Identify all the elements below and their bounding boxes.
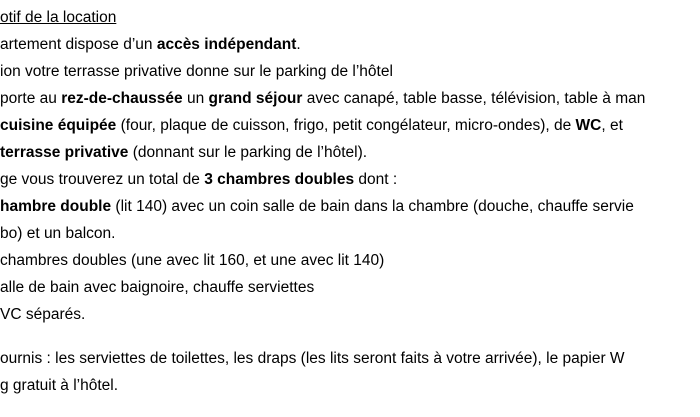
text-segment: VC séparés. [0,306,86,323]
text-line-terrace [0,62,393,82]
text-line-independent-access [0,35,301,55]
bold-text-segment: WC [575,117,602,134]
text-line-separate-wc [0,305,85,325]
text-segment: avec canapé, table basse, télévision, table à man [302,90,646,107]
text-segment: , et [601,117,623,134]
text-segment: ge vous trouverez un total de [0,171,205,188]
text-segment: un [182,90,209,107]
bold-text-segment: hambre double [0,198,112,215]
text-line-double-bedroom [0,197,634,217]
text-line-ground-floor [0,89,645,109]
text-line-bathroom [0,278,314,298]
text-segment: ion votre terrasse privative donne sur le parking de l’hôtel [0,63,393,80]
text-segment: artement dispose d’un [0,36,157,53]
text-segment: . [296,36,301,53]
bold-text-segment: 3 chambres doubles [204,171,355,188]
text-segment: (lit 140) avec un coin salle de bain dans la chambre (douche, chauffe servie [111,198,634,215]
text-line-provided-items [0,349,625,369]
text-segment: porte au [0,90,62,107]
text-line-bedrooms-total [0,170,397,190]
bold-text-segment: terrasse privative [0,144,129,161]
bold-text-segment: rez-de-chaussée [61,90,183,107]
section-heading: otif de la location [0,9,117,26]
text-segment: alle de bain avec baignoire, chauffe serviettes [0,279,315,296]
text-segment: chambres doubles (une avec lit 160, et une avec lit 140) [0,252,385,269]
text-segment: (donnant sur le parking de l’hôtel). [128,144,368,161]
text-line-free-hotel [0,376,118,396]
text-segment: g gratuit à l’hôtel. [0,377,119,394]
text-segment: dont : [354,171,398,188]
text-line-balcony [0,224,115,244]
bold-text-segment: cuisine équipée [0,117,117,134]
text-line-private-terrace [0,143,367,163]
bold-text-segment: grand séjour [208,90,303,107]
text-line-two-bedrooms [0,251,384,271]
text-segment: ournis : les serviettes de toilettes, les draps (les lits seront faits à votre arrivée), le papier W [0,350,625,367]
text-segment: (four, plaque de cuisson, frigo, petit congélateur, micro-ondes), de [116,117,576,134]
bold-text-segment: accès indépendant [156,36,297,53]
text-segment: bo) et un balcon. [0,225,116,242]
text-line-kitchen [0,116,623,136]
